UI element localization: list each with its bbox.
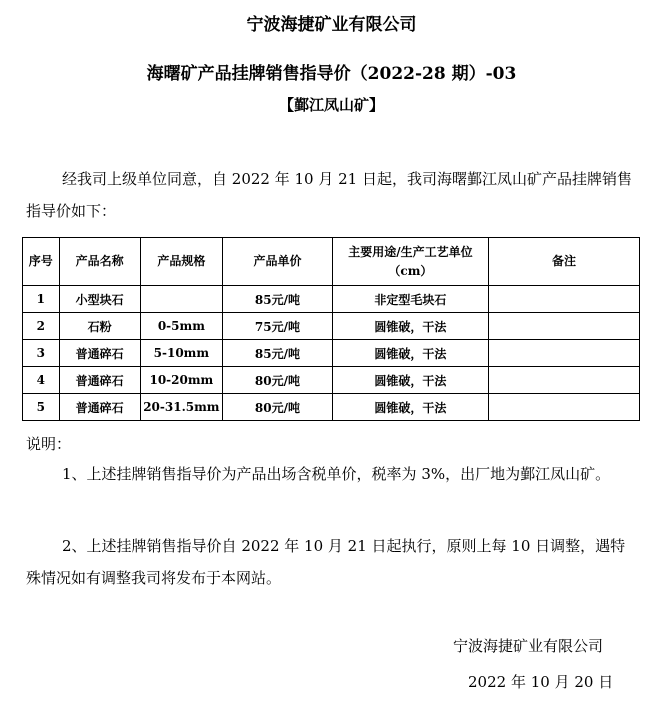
cell-spec: 10-20mm xyxy=(140,367,223,394)
note-item: 2、上述挂牌销售指导价自 2022 年 10 月 21 日起执行，原则上每 10 日调整，遇特殊情况如有调整我司将发布于本网站。 xyxy=(26,537,626,587)
price-table xyxy=(22,237,640,421)
signature-company: 宁波海捷矿业有限公司 xyxy=(453,637,604,655)
table-row xyxy=(23,340,640,367)
cell-spec: 20-31.5mm xyxy=(140,394,223,421)
cell-remark xyxy=(489,340,640,367)
cell-name: 普通碎石 xyxy=(59,367,140,394)
column-header-name: 产品名称 xyxy=(59,238,140,286)
notes-label: 说明： xyxy=(26,435,72,453)
cell-name: 普通碎石 xyxy=(59,394,140,421)
table-header-row xyxy=(23,238,640,286)
cell-no: 1 xyxy=(23,286,60,313)
cell-price: 85元/吨 xyxy=(223,286,333,313)
cell-remark xyxy=(489,313,640,340)
cell-no: 3 xyxy=(23,340,60,367)
cell-process: 非定型毛块石 xyxy=(332,286,488,313)
cell-no: 5 xyxy=(23,394,60,421)
column-header-remark: 备注 xyxy=(489,238,640,286)
table-row xyxy=(23,286,640,313)
table-row xyxy=(23,367,640,394)
cell-process: 圆锥破，干法 xyxy=(332,313,488,340)
cell-price: 80元/吨 xyxy=(223,367,333,394)
table-row xyxy=(23,394,640,421)
cell-no: 2 xyxy=(23,313,60,340)
cell-name: 石粉 xyxy=(59,313,140,340)
cell-price: 75元/吨 xyxy=(223,313,333,340)
column-header-no: 序号 xyxy=(23,238,60,286)
company-name: 宁波海捷矿业有限公司 xyxy=(246,15,417,35)
column-header-process: 主要用途/生产工艺单位（cm） xyxy=(332,238,488,286)
signature-date: 2022 年 10 月 20 日 xyxy=(468,673,614,691)
cell-process: 圆锥破，干法 xyxy=(332,367,488,394)
cell-name: 普通碎石 xyxy=(59,340,140,367)
cell-remark xyxy=(489,394,640,421)
cell-remark xyxy=(489,367,640,394)
cell-process: 圆锥破，干法 xyxy=(332,340,488,367)
document-subtitle: 【鄞江凤山矿】 xyxy=(278,96,384,114)
document-title: 海曙矿产品挂牌销售指导价（2022-28 期）-03 xyxy=(146,64,517,84)
column-header-price: 产品单价 xyxy=(223,238,333,286)
cell-spec: 5-10mm xyxy=(140,340,223,367)
cell-price: 80元/吨 xyxy=(223,394,333,421)
cell-remark xyxy=(489,286,640,313)
cell-price: 85元/吨 xyxy=(223,340,333,367)
cell-process: 圆锥破，干法 xyxy=(332,394,488,421)
cell-spec: 0-5mm xyxy=(140,313,223,340)
cell-name: 小型块石 xyxy=(59,286,140,313)
table-row xyxy=(23,313,640,340)
column-header-spec: 产品规格 xyxy=(140,238,223,286)
intro-paragraph: 经我司上级单位同意，自 2022 年 10 月 21 日起，我司海曙鄞江凤山矿产品挂牌销售指导价如下： xyxy=(26,170,632,220)
cell-no: 4 xyxy=(23,367,60,394)
note-item: 1、上述挂牌销售指导价为产品出场含税单价，税率为 3%，出厂地为鄞江凤山矿。 xyxy=(62,465,611,483)
cell-spec xyxy=(140,286,223,313)
